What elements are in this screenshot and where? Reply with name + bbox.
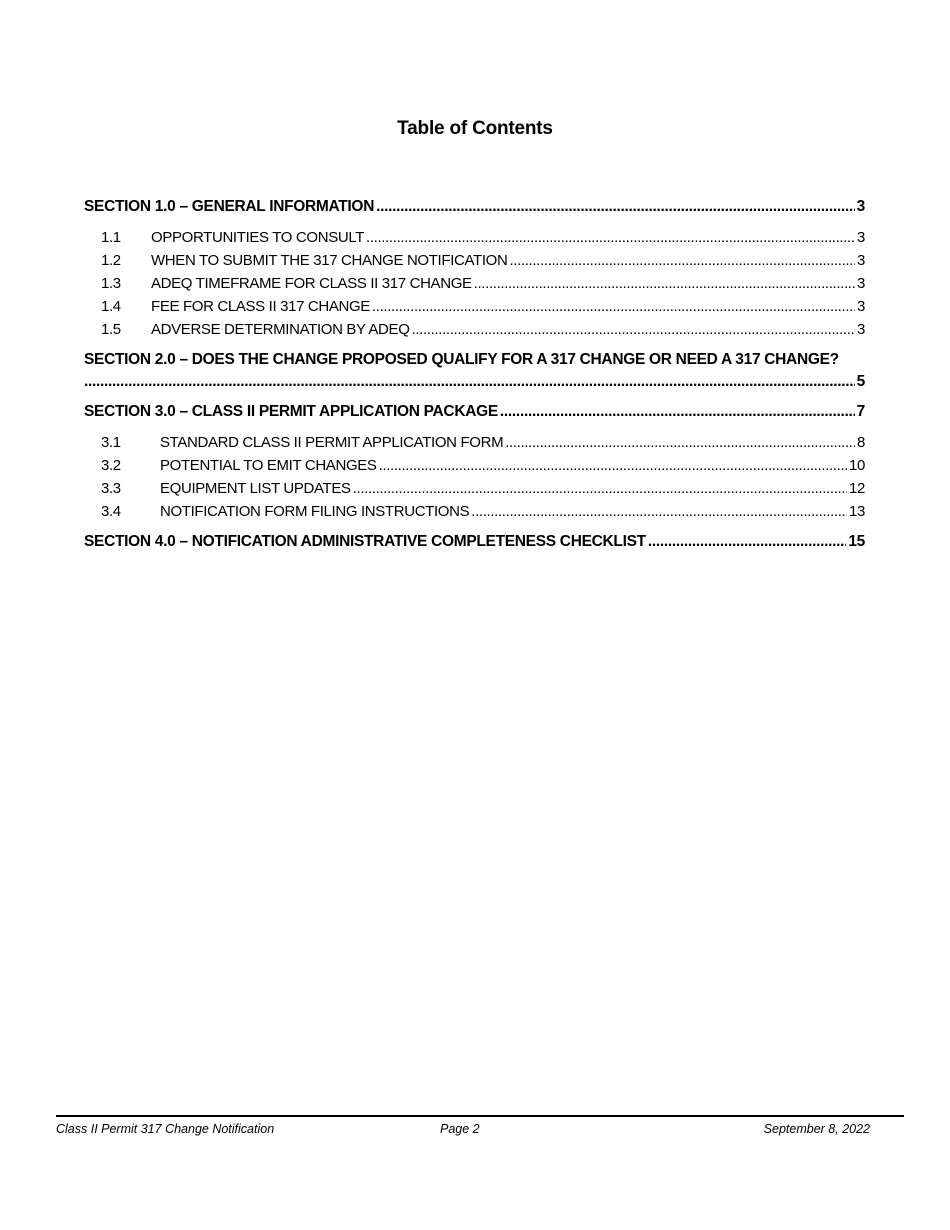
toc-item-label: WHEN TO SUBMIT THE 317 CHANGE NOTIFICATION: [151, 252, 508, 269]
toc-item-1-4[interactable]: [84, 295, 865, 318]
toc-leader-dots: [366, 226, 855, 249]
toc-item-label: STANDARD CLASS II PERMIT APPLICATION FORM: [160, 434, 504, 451]
toc-item-number: 3.3: [101, 480, 121, 497]
toc-page-number: 15: [848, 533, 865, 550]
toc-leader-dots: [353, 477, 847, 500]
toc-leader-dots: [500, 401, 855, 423]
footer-document-title: Class II Permit 317 Change Notification: [56, 1122, 275, 1136]
toc-item-number: 1.5: [101, 321, 121, 338]
toc-page-number: 3: [857, 321, 865, 338]
toc-section-3[interactable]: [84, 401, 865, 423]
footer-divider: [56, 1115, 904, 1117]
toc-item-label: NOTIFICATION FORM FILING INSTRUCTIONS: [160, 503, 470, 520]
toc-section-1[interactable]: [84, 196, 865, 218]
toc-page-number: 7: [856, 403, 865, 420]
toc-leader-dots: [412, 318, 855, 341]
toc-item-label: EQUIPMENT LIST UPDATES: [160, 480, 351, 497]
toc-item-number: 1.1: [101, 229, 121, 246]
footer-date: September 8, 2022: [763, 1122, 870, 1136]
toc-item-3-2[interactable]: [84, 454, 865, 477]
toc-leader-dots: [505, 431, 855, 454]
toc-item-label: FEE FOR CLASS II 317 CHANGE: [151, 298, 370, 315]
toc-item-1-1[interactable]: [84, 226, 865, 249]
toc-page-number: 5: [856, 373, 865, 390]
toc-item-label: ADEQ TIMEFRAME FOR CLASS II 317 CHANGE: [151, 275, 472, 292]
toc-page-number: 10: [849, 457, 865, 474]
toc-leader-dots: [471, 500, 847, 523]
toc-item-number: 1.2: [101, 252, 121, 269]
toc-item-number: 1.3: [101, 275, 121, 292]
toc-leader-dots: [84, 371, 855, 393]
toc-leader-dots: [379, 454, 847, 477]
toc-item-label: POTENTIAL TO EMIT CHANGES: [160, 457, 377, 474]
toc-item-number: 3.1: [101, 434, 121, 451]
toc-leader-dots: [376, 196, 855, 218]
toc-item-label: OPPORTUNITIES TO CONSULT: [151, 229, 365, 246]
footer-page-number: Page 2: [440, 1122, 480, 1136]
toc-item-1-3[interactable]: [84, 272, 865, 295]
toc-item-3-4[interactable]: [84, 500, 865, 523]
toc-page-number: 8: [857, 434, 865, 451]
table-of-contents: [84, 196, 865, 553]
toc-page-number: 3: [857, 229, 865, 246]
toc-section-label: SECTION 2.0 – DOES THE CHANGE PROPOSED QUALIFY FOR A 317 CHANGE OR NEED A 317 CHANGE?: [84, 351, 839, 368]
toc-section-label: SECTION 1.0 – GENERAL INFORMATION: [84, 198, 375, 215]
toc-page-number: 3: [856, 198, 865, 215]
page-title: Table of Contents: [397, 118, 553, 139]
toc-page-number: 3: [857, 252, 865, 269]
toc-item-label: ADVERSE DETERMINATION BY ADEQ: [151, 321, 410, 338]
toc-item-3-1[interactable]: [84, 431, 865, 454]
toc-leader-dots: [648, 531, 847, 553]
toc-leader-dots: [372, 295, 855, 318]
toc-leader-dots: [474, 272, 855, 295]
toc-item-number: 1.4: [101, 298, 121, 315]
toc-item-number: 3.4: [101, 503, 121, 520]
toc-item-1-2[interactable]: [84, 249, 865, 272]
toc-section-2[interactable]: [84, 349, 865, 393]
toc-page-number: 12: [849, 480, 865, 497]
toc-page-number: 13: [849, 503, 865, 520]
toc-section-4[interactable]: [84, 531, 865, 553]
toc-item-number: 3.2: [101, 457, 121, 474]
toc-section-label: SECTION 4.0 – NOTIFICATION ADMINISTRATIVE COMPLETENESS CHECKLIST: [84, 533, 646, 550]
toc-page-number: 3: [857, 298, 865, 315]
toc-page-number: 3: [857, 275, 865, 292]
toc-section-label: SECTION 3.0 – CLASS II PERMIT APPLICATION PACKAGE: [84, 403, 498, 420]
toc-item-1-5[interactable]: [84, 318, 865, 341]
toc-item-3-3[interactable]: [84, 477, 865, 500]
toc-leader-dots: [509, 249, 855, 272]
